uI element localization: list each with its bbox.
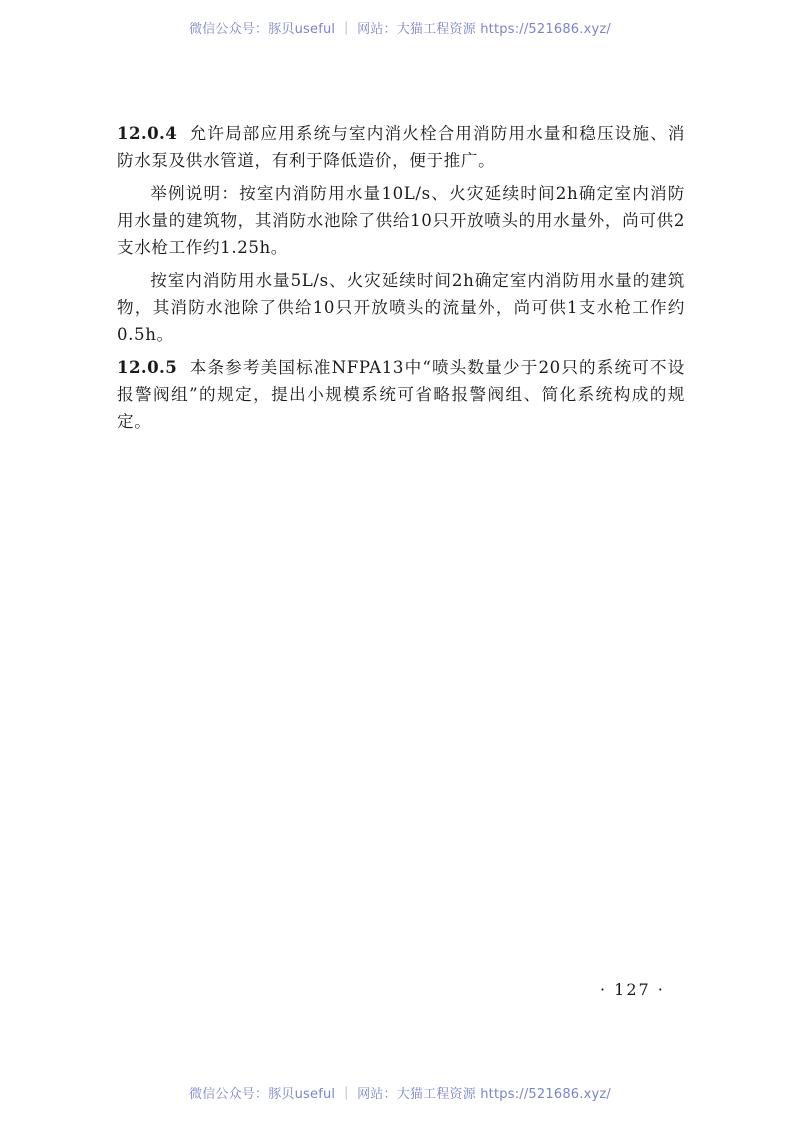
clause-12-0-4 <box>117 120 685 174</box>
example-paragraph-1: 举例说明：按室内消防用水量10L/s、火灾延续时间2h确定室内消防用水量的建筑物，其消防水池除了供给10只开放喷头的用水量外，尚可供2支水枪工作约1.25h。 <box>117 184 685 257</box>
page-number: · 127 · <box>600 980 665 999</box>
clause-number: 12.0.5 <box>117 357 178 377</box>
clause-text: 本条参考美国标准NFPA13中“喷头数量少于20只的系统可不设报警阀组”的规定，提出小规模系统可省略报警阀组、简化系统构成的规定。 <box>117 358 685 431</box>
clause-text: 允许局部应用系统与室内消火栓合用消防用水量和稳压设施、消防水泵及供水管道，有利于降低造价，便于推广。 <box>117 124 685 170</box>
clause-12-0-5 <box>117 354 685 435</box>
watermark-top: 微信公众号：豚贝useful ｜ 网站：大猫工程资源 https://521686.xyz/ <box>189 22 611 37</box>
document-body <box>117 120 685 441</box>
clause-number: 12.0.4 <box>117 123 178 143</box>
watermark-bottom: 微信公众号：豚贝useful ｜ 网站：大猫工程资源 https://521686.xyz/ <box>189 1087 611 1102</box>
example-paragraph-2: 按室内消防用水量5L/s、火灾延续时间2h确定室内消防用水量的建筑物，其消防水池除了供给10只开放喷头的流量外，尚可供1支水枪工作约0.5h。 <box>117 271 685 344</box>
